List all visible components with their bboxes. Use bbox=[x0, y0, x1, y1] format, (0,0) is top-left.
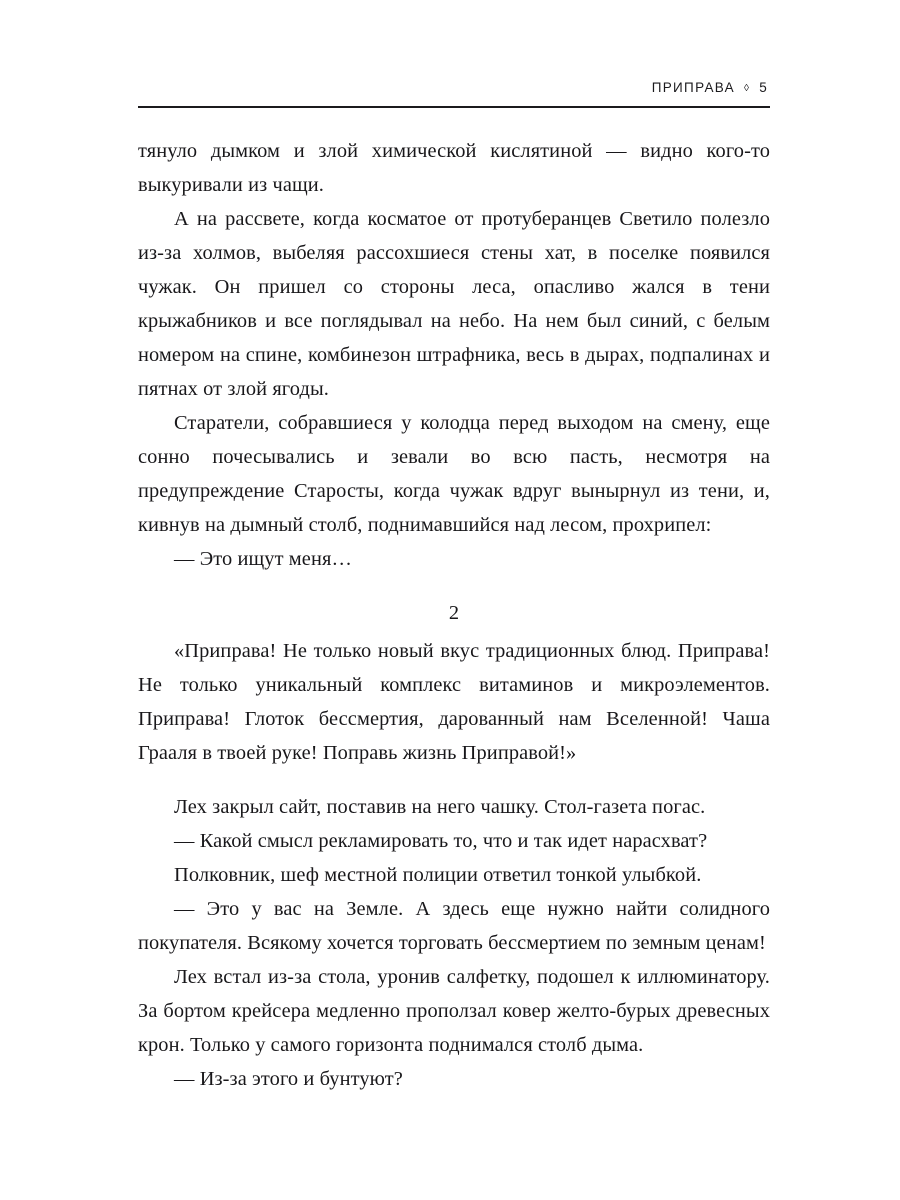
paragraph: тянуло дымком и злой химической кислятиной — видно кого-то выкуривали из чащи. bbox=[138, 140, 770, 196]
diamond-icon: ◊ bbox=[743, 83, 751, 94]
paragraph: «Приправа! Не только новый вкус традиционных блюд. Приправа! Не только уникальный комплекс витаминов и микроэлементов. Приправа! Глоток бессмертия, дарованный нам Вселенной! Чаша Грааля в твоей руке! Поправь жизнь Приправой!» bbox=[138, 640, 770, 764]
page-number: 5 bbox=[759, 80, 768, 95]
page-content bbox=[138, 80, 770, 1096]
body-text-section-quote bbox=[138, 634, 770, 770]
paragraph: — Из-за этого и бунтуют? bbox=[174, 1068, 403, 1090]
running-head bbox=[138, 80, 770, 95]
section-number: 2 bbox=[448, 602, 460, 624]
running-head-title: ПРИПРАВА bbox=[651, 80, 735, 95]
paragraph: — Это ищут меня… bbox=[174, 548, 352, 570]
paragraph-spacer bbox=[138, 770, 770, 790]
paragraph: — Это у вас на Земле. А здесь еще нужно найти солидного покупателя. Всякому хочется торговать бессмертием по земным ценам! bbox=[138, 898, 770, 954]
paragraph: А на рассвете, когда косматое от протуберанцев Светило полезло из-за холмов, выбеляя рассохшиеся стены хат, в поселке появился чужак. Он пришел со стороны леса, опасливо жался в тени крыжабников и все поглядывал на небо. На нем был синий, с белым номером на спине, комбинезон штрафника, весь в дырах, подпалинах и пятнах от злой ягоды. bbox=[138, 208, 770, 400]
body-text-bottom bbox=[138, 790, 770, 1096]
body-text-top bbox=[138, 134, 770, 576]
paragraph: Лех закрыл сайт, поставив на него чашку. Стол-газета погас. bbox=[174, 796, 706, 818]
paragraph: Лех встал из-за стола, уронив салфетку, подошел к иллюминатору. За бортом крейсера медленно проползал ковер желто-бурых древесных крон. Только у самого горизонта поднимался столб дыма. bbox=[138, 966, 770, 1056]
paragraph: — Какой смысл рекламировать то, что и так идет нарасхват? bbox=[174, 830, 708, 852]
paragraph: Старатели, собравшиеся у колодца перед выходом на смену, еще сонно почесывались и зевали во всю пасть, несмотря на предупреждение Старосты, когда чужак вдруг вынырнул из тени, и, кивнув на дымный столб, поднимавшийся над лесом, прохрипел: bbox=[138, 412, 770, 536]
header-divider bbox=[138, 106, 770, 108]
paragraph: Полковник, шеф местной полиции ответил тонкой улыбкой. bbox=[174, 864, 702, 886]
